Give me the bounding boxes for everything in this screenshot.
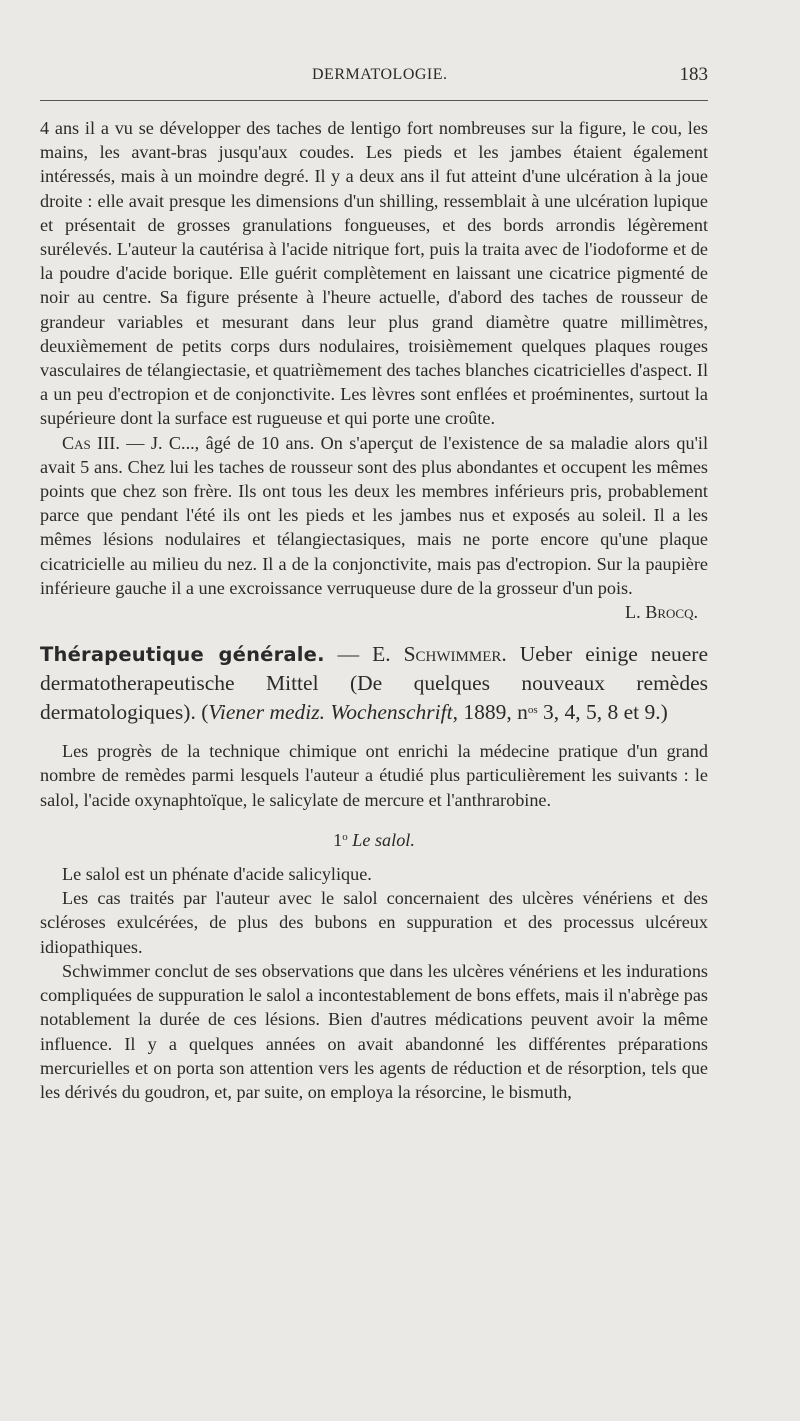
section-intro: Les progrès de la technique chimique ont enrichi la médecine pratique d'un grand nombre de remèdes parmi lesquels l'auteur a étudié plus particulièrement les suivants : le salol, l'acide oxynaphtoïque, le salicylate de mercure et l'anthrarobine. bbox=[40, 741, 708, 810]
subsection-number: 1 bbox=[333, 829, 343, 850]
page-header bbox=[40, 66, 708, 90]
paragraph-case-2-continued: 4 ans il a vu se développer des taches de lentigo fort nombreuses sur la figure, le cou, les mains, les avant-bras jusqu'aux coudes. Les pieds et les jambes étaient également intéressés, mais à un moindre degré. Il y a deux ans il fut atteint d'une ulcération à la joue droite : elle avait presque les dimensions d'un shilling, ressemblait à une ulcération lupique et présentait de grosses granulations fongueuses, et des bords arrondis légèrement surélevés. L'auteur la cautérisa à l'acide nitrique fort, puis la traita avec de l'iodoforme et de la poudre d'acide borique. Elle guérit complètement en laissant une cicatrice pigmenté de noir au centre. Sa figure présente à l'heure actuelle, d'abord des taches de rousseur de grandeur variables et mesurant dans leur plus grand diamètre quatre millimètres, deuxièmement de petits corps durs nodulaires, troisièmement quelques plaques rouges vasculaires de télangiectasie, et quatrièmement des taches blanches cicatricielles d'aspect. Il a un peu d'ectropion et de conjonctivite. Les lèvres sont enflées et proéminentes, surtout la supérieure dont la surface est rugueuse et qui porte une croûte. bbox=[40, 118, 708, 429]
ref-sup: os bbox=[527, 704, 538, 717]
salol-paragraph-3: Schwimmer conclut de ses observations que dans les ulcères vénériens et les indurations compliquées de suppuration le salol a incontestablement de bons effets, mais il n'abrège pas notablement la durée de ces lésions. Bien d'autres médications peuvent avoir la même influence. Il y a quelques années on avait abandonné les différentes préparations mercurielles et on porta son attention vers les agents de réduction et de résorption, tels que les dérivés du goudron, et, par suite, on employa la résorcine, le bismuth, bbox=[40, 960, 708, 1102]
subsection-title: Le salol. bbox=[347, 829, 415, 850]
ref-a: , 1889, n bbox=[452, 700, 528, 725]
case-3-text: — J. C..., âgé de 10 ans. On s'aperçut de l'existence de sa maladie alors qu'il avait 5 ans. Chez lui les taches de rousseur sont des plus abondantes et occupent les mêmes points que chez son frère. Ils ont tous les deux les membres inférieurs pris, probablement parce que pendant l'été ils ont les pieds et les jambes nus et exposés au soleil. Il a les mêmes lésions nodulaires et télangiectasiques, mais ne porte encore qu'une plaque cicatricielle au milieu du nez. Il a de la conjonctivite, mais pas d'ectropion. Sur la paupière inférieure gauche il a une excroissance verruqueuse dure de la grosseur d'un pois. bbox=[40, 432, 708, 598]
salol-paragraph-1: Le salol est un phénate d'acide salicylique. bbox=[62, 864, 372, 885]
subsection-number-sup: o bbox=[342, 830, 348, 843]
ref-b: 3, 4, 5, 8 et 9.) bbox=[537, 700, 668, 725]
section-dash: — E. bbox=[324, 642, 404, 667]
header-rule bbox=[40, 100, 708, 101]
body-text bbox=[40, 116, 708, 1104]
salol-paragraph-2: Les cas traités par l'auteur avec le salol concernaient des ulcères vénériens et des scléroses exulcérées, de plus des bubons en suppuration et des processus ulcéreux idiopathiques. bbox=[40, 888, 708, 957]
paragraph-case-3 bbox=[40, 431, 708, 600]
section-heading bbox=[40, 640, 708, 727]
journal-name: Viener mediz. Wochenschrift bbox=[208, 700, 453, 725]
author-signature: L. Brocq. bbox=[625, 602, 698, 623]
section-title: Ueber einige neuere dermatotherapeutische Mittel (De quelques nouveaux remèdes dermatologiques). ( bbox=[40, 642, 708, 725]
running-title: DERMATOLOGIE. bbox=[312, 66, 448, 83]
section-author: Schwimmer. bbox=[403, 642, 507, 667]
section-lead: Thérapeutique générale. bbox=[40, 643, 325, 667]
subsection-heading bbox=[40, 828, 708, 852]
page-number: 183 bbox=[679, 64, 708, 85]
case-label: Cas III. bbox=[62, 432, 120, 453]
